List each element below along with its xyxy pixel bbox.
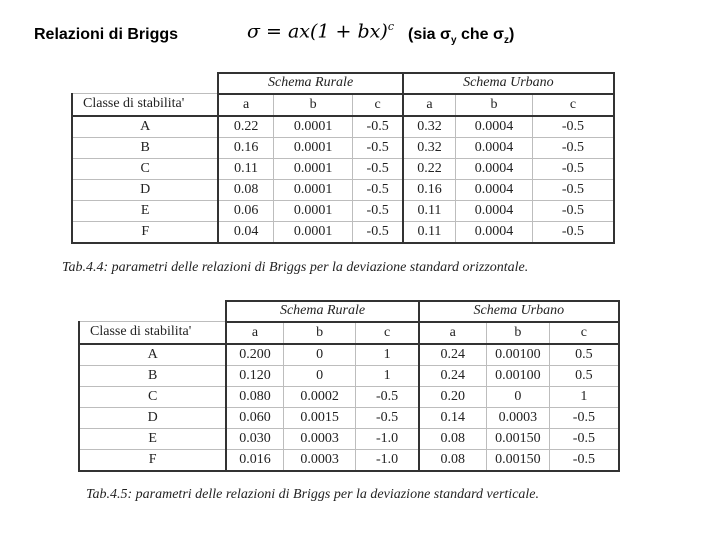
table-cell: C [79,386,226,407]
table-cell: -0.5 [532,116,614,138]
table-cell: 0.0004 [456,116,533,138]
table-cell: 0.0015 [283,407,356,428]
table-cell: D [72,179,218,200]
table-cell: 0.0003 [283,449,356,471]
table-cell: 0.08 [218,179,273,200]
table-cell: 0.0004 [456,200,533,221]
table-row [72,221,614,243]
table-row [72,116,614,138]
table-cell: 0.06 [218,200,273,221]
table-cell: -1.0 [356,428,419,449]
table-cell: 0.32 [403,137,456,158]
table-cell: -0.5 [356,386,419,407]
table-cell: 0.0003 [486,407,549,428]
table-cell: -0.5 [532,200,614,221]
note-pre: (sia σ [408,26,451,43]
table-cell: 0.5 [549,344,619,366]
col-header: b [283,322,356,344]
blank-cell [72,73,218,94]
table-cell: 0.11 [218,158,273,179]
table-cell: 0.22 [218,116,273,138]
table-cell: 0.11 [403,200,456,221]
table-cell: -0.5 [532,137,614,158]
table-cell: 0.060 [226,407,283,428]
table-cell: 0.0001 [273,221,353,243]
table-cell: 0.16 [403,179,456,200]
table-cell: E [72,200,218,221]
table-cell: F [72,221,218,243]
table-cell: 0.24 [419,365,487,386]
table-row [79,428,619,449]
table-row [79,344,619,366]
table-cell: -0.5 [353,158,403,179]
table-cell: 0.0001 [273,200,353,221]
schema-urbano-header: Schema Urbano [419,301,619,322]
table-cell: F [79,449,226,471]
table-cell: E [79,428,226,449]
table-cell: -0.5 [356,407,419,428]
table-cell: -0.5 [549,449,619,471]
schema-header-row [72,73,614,94]
table-row [72,200,614,221]
table-cell: D [79,407,226,428]
table-cell: 0.20 [419,386,487,407]
table-cell: -0.5 [353,179,403,200]
note-post: ) [508,26,515,43]
table-cell: 1 [356,365,419,386]
table-cell: 0.5 [549,365,619,386]
note-sub-z: z [503,35,509,47]
table-cell: 1 [549,386,619,407]
table-cell: 0.0003 [283,428,356,449]
table-cell: -0.5 [353,116,403,138]
formula-exponent: c [387,20,394,33]
table-row [72,137,614,158]
schema-rurale-header: Schema Rurale [218,73,402,94]
table-cell: 0.11 [403,221,456,243]
table-cell: 0.030 [226,428,283,449]
col-header: c [532,94,614,116]
note-sub-y: y [450,35,457,47]
table-cell: 0.00150 [486,428,549,449]
table-row [79,407,619,428]
table-horizontal-params [71,72,615,244]
schema-rurale-header: Schema Rurale [226,301,418,322]
table-cell: 0.0001 [273,179,353,200]
sigma-note [408,26,514,46]
table-cell: 0.08 [419,428,487,449]
table-row [79,449,619,471]
table-cell: 0.0004 [456,221,533,243]
table-cell: A [72,116,218,138]
table-cell: 0.00100 [486,365,549,386]
table-cell: 0.0001 [273,116,353,138]
table-cell: 0.0004 [456,137,533,158]
table-cell: 0.0001 [273,137,353,158]
table-cell: C [72,158,218,179]
table-cell: -0.5 [532,158,614,179]
table-cell: -0.5 [353,200,403,221]
table-cell: 0.24 [419,344,487,366]
table-cell: -1.0 [356,449,419,471]
table-cell: 0.200 [226,344,283,366]
table-caption-vertical: Tab.4.5: parametri delle relazioni di Briggs per la deviazione standard verticale. [86,487,540,502]
table-cell: 0.22 [403,158,456,179]
table-cell: 0.120 [226,365,283,386]
col-header: a [218,94,273,116]
col-header: a [419,322,487,344]
table-cell: 0.080 [226,386,283,407]
col-header: c [549,322,619,344]
table-cell: 0.04 [218,221,273,243]
briggs-formula [247,20,394,42]
table-row [79,365,619,386]
table-cell: -0.5 [353,221,403,243]
column-header-row [79,322,619,344]
table-cell: 0.016 [226,449,283,471]
page-title: Relazioni di Briggs [34,26,179,43]
table-cell: 0.0002 [283,386,356,407]
table-cell: B [79,365,226,386]
col-header: c [353,94,403,116]
table-cell: -0.5 [549,407,619,428]
table-cell: 0.0004 [456,158,533,179]
table-cell: 0.0001 [273,158,353,179]
schema-urbano-header: Schema Urbano [403,73,614,94]
table-cell: 0 [486,386,549,407]
table-row [72,179,614,200]
table-cell: 0.00150 [486,449,549,471]
table-cell: -0.5 [549,428,619,449]
table-cell: 1 [356,344,419,366]
table-cell: -0.5 [532,179,614,200]
table-cell: 0 [283,344,356,366]
column-header-row [72,94,614,116]
schema-header-row [79,301,619,322]
table-cell: -0.5 [353,137,403,158]
table-cell: A [79,344,226,366]
col-header: b [456,94,533,116]
col-header: a [226,322,283,344]
table-caption-horizontal: Tab.4.4: parametri delle relazioni di Briggs per la deviazione standard orizzontale. [62,260,529,275]
table-row [79,386,619,407]
table-cell: 0.00100 [486,344,549,366]
table-cell: -0.5 [532,221,614,243]
table-vertical-params [78,300,620,472]
classe-header: Classe di stabilita' [72,94,218,116]
classe-header: Classe di stabilita' [79,322,226,344]
col-header: b [486,322,549,344]
note-mid: che σ [456,26,504,43]
table-cell: B [72,137,218,158]
col-header: a [403,94,456,116]
formula-base: σ = ax(1 + bx) [247,20,388,43]
table-cell: 0 [283,365,356,386]
table-cell: 0.08 [419,449,487,471]
col-header: c [356,322,419,344]
table-cell: 0.16 [218,137,273,158]
table-cell: 0.14 [419,407,487,428]
table-row [72,158,614,179]
table-cell: 0.0004 [456,179,533,200]
blank-cell [79,301,226,322]
table-cell: 0.32 [403,116,456,138]
col-header: b [273,94,353,116]
